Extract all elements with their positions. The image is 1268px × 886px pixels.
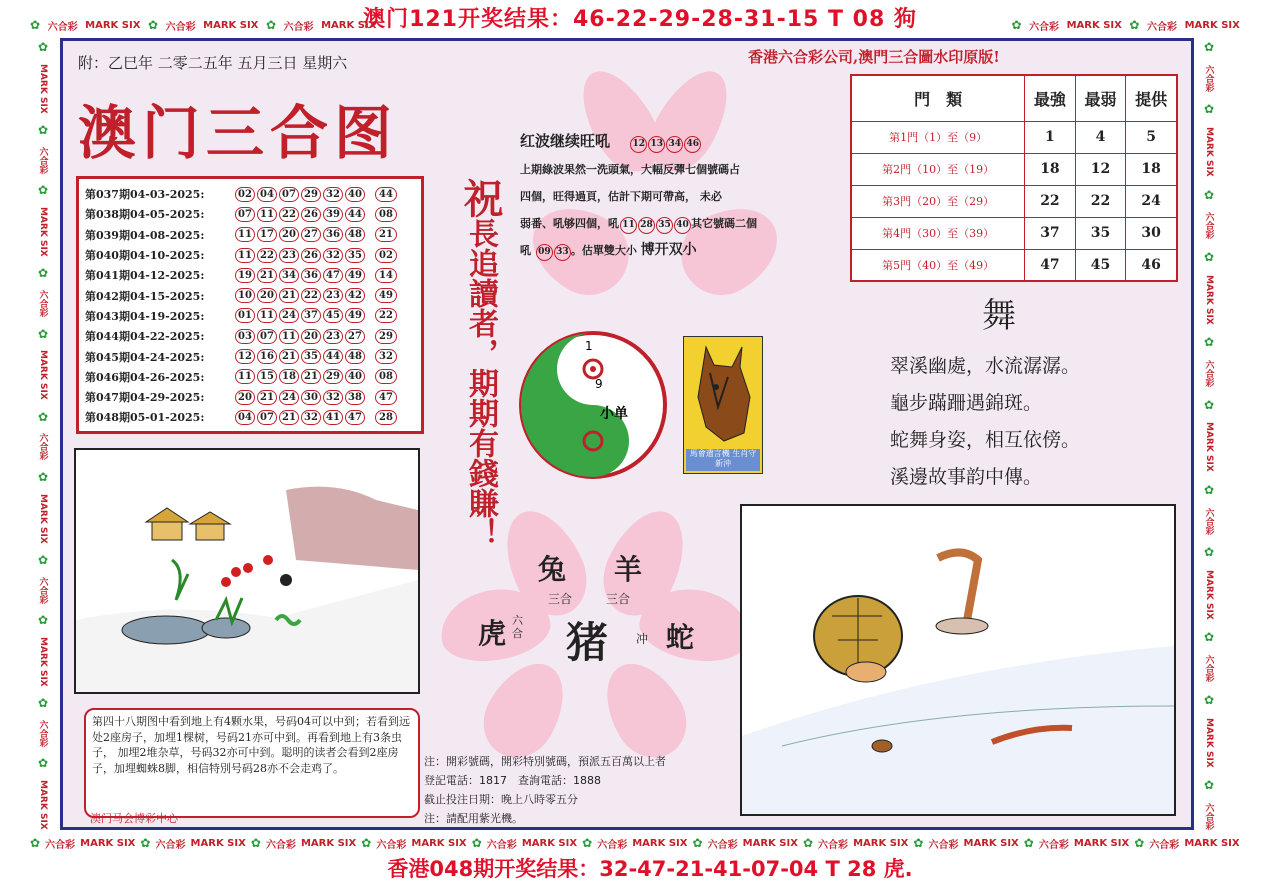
table-header: 最弱 xyxy=(1075,75,1126,121)
tip-body xyxy=(520,156,790,264)
brand-cn: 六合彩 xyxy=(1147,21,1178,33)
history-numbers xyxy=(235,268,365,283)
history-number: 11 xyxy=(235,227,255,242)
flower-icon: ✿ xyxy=(582,836,593,850)
zodiac-sanhe-label: 三合 xyxy=(606,592,631,606)
history-special: 32 xyxy=(375,349,397,364)
bottom-border xyxy=(30,834,1240,852)
history-number: 22 xyxy=(301,288,321,303)
history-numbers xyxy=(235,349,365,364)
flower-icon: ✿ xyxy=(692,836,703,850)
brand-cn: 六合彩 xyxy=(37,719,48,747)
zodiac-tiger: 虎 xyxy=(478,617,507,650)
yy-label: 小单 xyxy=(600,406,628,422)
door-max: 37 xyxy=(1025,217,1076,249)
history-number: 42 xyxy=(345,288,365,303)
tip-circle-num: 46 xyxy=(684,136,701,153)
watermark-banner: 香港六合彩公司,澳門三合圖水印原版! xyxy=(748,48,1000,66)
brand-cn: 六合彩 xyxy=(928,839,959,851)
history-row xyxy=(85,346,415,366)
brand-cn: 六合彩 xyxy=(37,433,48,461)
history-number: 15 xyxy=(257,369,277,384)
brand-en: MARK SIX xyxy=(632,837,688,849)
history-numbers xyxy=(235,410,365,425)
history-number: 23 xyxy=(279,248,299,263)
history-number: 21 xyxy=(257,268,277,283)
history-number: 21 xyxy=(279,410,299,425)
blessing-rest: 長追讀者，期期有錢賺！ xyxy=(463,218,498,548)
table-row xyxy=(851,121,1177,153)
history-results-box xyxy=(76,176,424,434)
table-row xyxy=(851,185,1177,217)
history-number: 47 xyxy=(345,410,365,425)
brand-cn: 六合彩 xyxy=(283,21,314,33)
door-max: 47 xyxy=(1025,249,1076,281)
history-number: 35 xyxy=(301,349,321,364)
history-number: 20 xyxy=(235,390,255,405)
garden-illustration xyxy=(76,450,418,692)
brand-en: MARK SIX xyxy=(853,837,909,849)
history-number: 07 xyxy=(235,207,255,222)
history-numbers xyxy=(235,187,365,202)
history-numbers xyxy=(235,248,365,263)
tip-circle-num: 34 xyxy=(666,136,683,153)
history-special: 22 xyxy=(375,308,397,323)
history-number: 37 xyxy=(301,308,321,323)
door-min: 45 xyxy=(1075,249,1126,281)
flower-icon: ✿ xyxy=(265,18,276,32)
brand-cn: 六合彩 xyxy=(37,289,48,317)
flower-icon: ✿ xyxy=(147,18,159,32)
brand-en: MARK SIX xyxy=(1184,19,1240,31)
story-box: 第四十八期图中看到地上有4颗水果，号码04可以中到；若看到远处2座房子，加埋1棵树，号码21亦可中到。再看到地上有3条虫子， 加埋2堆杂草，号码32亦可中到。聪明的读者会看到2座房子，加埋蜘蛛8脚，相信特別号码28亦不会走鸡了。 xyxy=(84,708,420,818)
brand-en: MARK SIX xyxy=(1073,837,1130,849)
history-number: 49 xyxy=(345,268,365,283)
history-number: 20 xyxy=(257,288,277,303)
zodiac-sanhe-label: 三合 xyxy=(548,592,573,606)
history-number: 23 xyxy=(323,288,343,303)
brand-en: MARK SIX xyxy=(38,206,48,257)
history-number: 10 xyxy=(235,288,255,303)
brand-cn: 六合彩 xyxy=(265,839,296,851)
flower-icon: ✿ xyxy=(30,18,41,32)
history-number: 22 xyxy=(257,248,277,263)
history-numbers xyxy=(235,288,365,303)
zodiac-rabbit: 兔 xyxy=(538,553,567,586)
top-border xyxy=(30,16,1240,34)
history-period: 第047期04-29-2025: xyxy=(85,391,205,405)
history-number: 40 xyxy=(345,369,365,384)
brand-cn: 六合彩 xyxy=(486,839,517,851)
flower-icon: ✿ xyxy=(1129,18,1140,32)
brand-cn: 六合彩 xyxy=(597,839,628,851)
brand-en: MARK SIX xyxy=(190,837,246,849)
table-row xyxy=(851,249,1177,281)
history-number: 48 xyxy=(345,227,365,242)
history-number: 26 xyxy=(301,248,321,263)
door-min: 12 xyxy=(1075,153,1126,185)
history-number: 20 xyxy=(301,329,321,344)
flower-icon: ✿ xyxy=(913,836,924,850)
history-number: 29 xyxy=(301,187,321,202)
brand-cn: 六合彩 xyxy=(1038,839,1069,851)
history-row xyxy=(85,306,415,326)
horse-image xyxy=(683,336,763,474)
brand-cn: 六合彩 xyxy=(1203,359,1214,387)
door-label: 第1門（1）至（9） xyxy=(851,121,1025,153)
notes xyxy=(424,752,666,828)
flower-icon: ✿ xyxy=(1023,836,1034,850)
left-border: ✿ MARK SIX ✿ 六合彩 ✿ MARK SIX ✿ 六合彩 ✿ MARK SIX ✿ 六合彩 ✿ MARK SIX ✿ 六合彩 ✿ MARK SIX ✿ 六合彩 ✿ MARK SIX xyxy=(37,40,49,830)
history-row xyxy=(85,184,415,204)
tip-line: 上期綠波果然一洗頭氣，大幅反彈七個號碼占 xyxy=(520,163,740,176)
history-number: 49 xyxy=(345,308,365,323)
history-numbers xyxy=(235,329,365,344)
history-row xyxy=(85,326,415,346)
flower-icon: ✿ xyxy=(1134,836,1145,850)
tip-circle-num: 33 xyxy=(554,244,571,261)
flower-icon: ✿ xyxy=(1011,18,1022,32)
zodiac-pig: 猪 xyxy=(566,618,609,667)
brand-cn: 六合彩 xyxy=(37,576,48,604)
horse-caption: 馬會遺言機 生肖守新沖 xyxy=(686,449,760,471)
brand-en: MARK SIX xyxy=(1184,837,1240,849)
door-table xyxy=(850,74,1178,282)
history-number: 18 xyxy=(279,369,299,384)
history-number: 36 xyxy=(323,227,343,242)
history-row xyxy=(85,387,415,407)
tip-circle-num: 40 xyxy=(674,217,691,234)
date-line: 附：乙巳年 二零二五年 五月三日 星期六 xyxy=(78,54,348,72)
door-min: 4 xyxy=(1075,121,1126,153)
brand-cn: 六合彩 xyxy=(165,21,196,33)
history-period: 第046期04-26-2025: xyxy=(85,370,205,384)
history-number: 32 xyxy=(323,248,343,263)
flower-icon: ✿ xyxy=(250,836,261,850)
brand-cn: 六合彩 xyxy=(1203,212,1214,240)
brand-en: MARK SIX xyxy=(1204,274,1214,325)
flower-icon: ✿ xyxy=(802,836,814,850)
turtle-illustration xyxy=(742,506,1174,814)
brand-cn: 六合彩 xyxy=(45,839,76,851)
history-number: 32 xyxy=(301,410,321,425)
brand-cn: 六合彩 xyxy=(1029,21,1060,33)
history-number: 04 xyxy=(235,410,255,425)
history-number: 01 xyxy=(235,308,255,323)
history-row xyxy=(85,367,415,387)
history-special: 49 xyxy=(375,288,397,303)
history-period: 第038期04-05-2025: xyxy=(85,208,205,222)
history-number: 44 xyxy=(323,349,343,364)
brand-en: MARK SIX xyxy=(1204,717,1214,768)
brand-en: MARK SIX xyxy=(1204,127,1214,177)
page-title: 澳门三合图 xyxy=(78,99,399,167)
yy-top-num: 1 xyxy=(585,339,593,353)
history-numbers xyxy=(235,390,365,405)
bottom-result-banner: 香港048期开奖结果：32-47-21-41-07-04 T 28 虎. xyxy=(387,857,913,881)
door-give: 30 xyxy=(1126,217,1177,249)
turtle-snake-picture xyxy=(740,504,1176,816)
history-number: 27 xyxy=(301,227,321,242)
table-header-row xyxy=(851,75,1177,121)
history-period: 第039期04-08-2025: xyxy=(85,228,205,242)
tip-circle-num: 12 xyxy=(630,136,647,153)
tip-title-text: 红波继续旺吼 xyxy=(520,132,611,150)
door-max: 1 xyxy=(1025,121,1076,153)
flower-icon: ✿ xyxy=(361,836,372,850)
brand-en: MARK SIX xyxy=(1066,19,1122,31)
history-number: 03 xyxy=(235,329,255,344)
table-header: 最強 xyxy=(1025,75,1076,121)
history-period: 第044期04-22-2025: xyxy=(85,330,205,344)
history-special: 29 xyxy=(375,329,397,344)
brand-en: MARK SIX xyxy=(1204,422,1214,473)
zodiac-goat: 羊 xyxy=(614,553,643,586)
history-number: 40 xyxy=(345,187,365,202)
history-number: 47 xyxy=(323,268,343,283)
history-period: 第045期04-24-2025: xyxy=(85,350,205,364)
flower-icon: ✿ xyxy=(30,836,41,850)
brand-cn: 六合彩 xyxy=(707,839,738,851)
history-number: 29 xyxy=(323,369,343,384)
history-number: 22 xyxy=(279,207,299,222)
history-number: 27 xyxy=(345,329,365,344)
history-number: 12 xyxy=(235,349,255,364)
history-row xyxy=(85,285,415,305)
history-number: 30 xyxy=(301,390,321,405)
history-number: 07 xyxy=(257,329,277,344)
history-number: 21 xyxy=(279,349,299,364)
history-special: 44 xyxy=(375,187,397,202)
brand-cn: 六合彩 xyxy=(1203,802,1214,830)
tip-circle-num: 13 xyxy=(648,136,665,153)
history-number: 11 xyxy=(235,248,255,263)
history-row xyxy=(85,245,415,265)
brand-en: MARK SIX xyxy=(300,837,357,849)
brand-cn: 六合彩 xyxy=(818,839,849,851)
history-number: 07 xyxy=(257,410,277,425)
history-number: 48 xyxy=(345,349,365,364)
history-number: 11 xyxy=(257,207,277,222)
door-give: 18 xyxy=(1126,153,1177,185)
history-row xyxy=(85,204,415,224)
tip-title xyxy=(520,130,701,153)
zodiac-liuhe-label: 六合 xyxy=(512,614,523,640)
tip-line: 四個，旺得過頁，估計下期可帶高， 未必 xyxy=(520,190,722,203)
brand-cn: 六合彩 xyxy=(155,839,186,851)
door-label: 第2門（10）至（19） xyxy=(851,153,1025,185)
history-period: 第048期05-01-2025: xyxy=(85,411,205,425)
brand-en: MARK SIX xyxy=(38,63,48,114)
history-number: 36 xyxy=(301,268,321,283)
zodiac-chong-label: 冲 xyxy=(636,632,649,646)
history-numbers xyxy=(235,207,365,222)
yy-mid-num: 9 xyxy=(595,377,603,391)
history-number: 16 xyxy=(257,349,277,364)
history-number: 11 xyxy=(257,308,277,323)
history-row xyxy=(85,225,415,245)
flower-icon: ✿ xyxy=(471,836,482,850)
tip-line-text: 吼 xyxy=(520,244,531,257)
door-max: 22 xyxy=(1025,185,1076,217)
history-period: 第043期04-19-2025: xyxy=(85,309,205,323)
door-give: 24 xyxy=(1126,185,1177,217)
history-number: 32 xyxy=(323,187,343,202)
tip-line xyxy=(520,210,790,237)
brand-cn: 六合彩 xyxy=(376,839,407,851)
tip-bet-value: 双小 xyxy=(668,242,697,258)
history-special: 28 xyxy=(375,410,397,425)
history-row xyxy=(85,265,415,285)
tip-line xyxy=(520,237,790,264)
tip-circle-num: 28 xyxy=(638,217,655,234)
horse-head-icon xyxy=(684,337,762,447)
brand-en: MARK SIX xyxy=(85,19,141,31)
history-period: 第042期04-15-2025: xyxy=(85,289,205,303)
history-numbers xyxy=(235,369,365,384)
brand-en: MARK SIX xyxy=(80,837,136,849)
brand-cn: 六合彩 xyxy=(1203,655,1214,683)
brand-en: MARK SIX xyxy=(38,350,48,400)
brand-en: MARK SIX xyxy=(38,780,48,830)
brand-cn: 六合彩 xyxy=(1149,839,1180,851)
history-period: 第037期04-03-2025: xyxy=(85,188,205,202)
history-period: 第040期04-10-2025: xyxy=(85,249,205,263)
history-number: 34 xyxy=(279,268,299,283)
history-number: 44 xyxy=(345,207,365,222)
door-max: 18 xyxy=(1025,153,1076,185)
history-row xyxy=(85,407,415,427)
brand-en: MARK SIX xyxy=(742,837,798,849)
top-result-banner: 澳门121开奖结果：46-22-29-28-31-15 T 08 狗 xyxy=(363,7,917,32)
history-number: 02 xyxy=(235,187,255,202)
door-label: 第5門（40）至（49） xyxy=(851,249,1025,281)
history-number: 07 xyxy=(279,187,299,202)
door-min: 35 xyxy=(1075,217,1126,249)
door-label: 第3門（20）至（29） xyxy=(851,185,1025,217)
history-number: 32 xyxy=(323,390,343,405)
history-number: 24 xyxy=(279,308,299,323)
history-number: 23 xyxy=(323,329,343,344)
brand-cn: 六合彩 xyxy=(47,21,78,33)
history-number: 17 xyxy=(257,227,277,242)
center-name: 澳门马会博彩中心 xyxy=(90,812,178,825)
history-numbers xyxy=(235,308,365,323)
door-min: 22 xyxy=(1075,185,1126,217)
brand-en: MARK SIX xyxy=(1204,569,1214,620)
brand-en: MARK SIX xyxy=(321,19,377,31)
poem-line: 龜步蹣跚遇錦斑。 xyxy=(890,392,1043,414)
table-row xyxy=(851,217,1177,249)
brand-cn: 六合彩 xyxy=(1203,507,1214,535)
history-special: 47 xyxy=(375,390,397,405)
door-give: 5 xyxy=(1126,121,1177,153)
history-number: 21 xyxy=(257,390,277,405)
poem-body xyxy=(890,348,1080,496)
zodiac-snake: 蛇 xyxy=(666,621,695,654)
table-header: 門 類 xyxy=(851,75,1025,121)
yin-yang-icon xyxy=(518,330,668,480)
tip-circle-num: 35 xyxy=(656,217,673,234)
door-label: 第4門（30）至（39） xyxy=(851,217,1025,249)
poem-line: 溪邊故事韵中傳。 xyxy=(890,466,1043,488)
history-special: 08 xyxy=(375,369,397,384)
brand-en: MARK SIX xyxy=(521,837,578,849)
brand-en: MARK SIX xyxy=(411,837,467,849)
history-numbers xyxy=(235,227,365,242)
poem-line: 蛇舞身姿，相互依傍。 xyxy=(890,429,1081,451)
tip-circle-num: 09 xyxy=(536,244,553,261)
note-line: 注：開彩號碼，開彩特別號碼，預派五百萬以上者 xyxy=(424,755,666,768)
tip-line-text: 弱番、吼够四個，吼 xyxy=(520,217,619,230)
history-special: 21 xyxy=(375,227,397,242)
history-period: 第041期04-12-2025: xyxy=(85,269,205,283)
blessing-first-char: 祝 xyxy=(457,178,504,218)
note-line: 注：請配用紫光機。 xyxy=(424,812,523,825)
tip-line-text: 。估單雙大小 xyxy=(570,244,637,257)
table-row xyxy=(851,153,1177,185)
history-special: 02 xyxy=(375,248,397,263)
history-special: 08 xyxy=(375,207,397,222)
tip-line-text: 其它號碼二個 xyxy=(691,217,757,230)
right-border: ✿ 六合彩 ✿ MARK SIX ✿ 六合彩 ✿ MARK SIX ✿ 六合彩 ✿ MARK SIX ✿ 六合彩 ✿ MARK SIX ✿ 六合彩 ✿ MARK SIX ✿ 六合彩 xyxy=(1203,40,1215,830)
tip-bet-label: 博开 xyxy=(640,242,669,258)
history-number: 26 xyxy=(301,207,321,222)
history-number: 45 xyxy=(323,308,343,323)
door-give: 46 xyxy=(1126,249,1177,281)
history-number: 21 xyxy=(301,369,321,384)
history-number: 35 xyxy=(345,248,365,263)
history-number: 11 xyxy=(235,369,255,384)
history-special: 14 xyxy=(375,268,397,283)
poem-title: 舞 xyxy=(982,296,1016,336)
history-number: 21 xyxy=(279,288,299,303)
garden-picture xyxy=(74,448,420,694)
brand-cn: 六合彩 xyxy=(37,146,48,174)
history-number: 20 xyxy=(279,227,299,242)
history-number: 04 xyxy=(257,187,277,202)
tip-circle-num: 11 xyxy=(620,217,637,234)
brand-en: MARK SIX xyxy=(38,493,48,544)
history-number: 11 xyxy=(279,329,299,344)
brand-en: MARK SIX xyxy=(963,837,1019,849)
brand-en: MARK SIX xyxy=(38,636,48,687)
brand-cn: 六合彩 xyxy=(1203,64,1214,92)
flower-icon: ✿ xyxy=(140,836,151,850)
table-header: 提供 xyxy=(1126,75,1177,121)
note-line: 截止投注日期：晚上八時零五分 xyxy=(424,793,578,806)
history-number: 41 xyxy=(323,410,343,425)
blessing-text xyxy=(440,178,504,548)
history-number: 39 xyxy=(323,207,343,222)
note-line: 登記電話：1817 查詢電話：1888 xyxy=(424,774,601,787)
history-number: 24 xyxy=(279,390,299,405)
history-number: 19 xyxy=(235,268,255,283)
poem-line: 翠溪幽處，水流潺潺。 xyxy=(890,355,1081,377)
history-number: 38 xyxy=(345,390,365,405)
brand-en: MARK SIX xyxy=(203,19,259,31)
